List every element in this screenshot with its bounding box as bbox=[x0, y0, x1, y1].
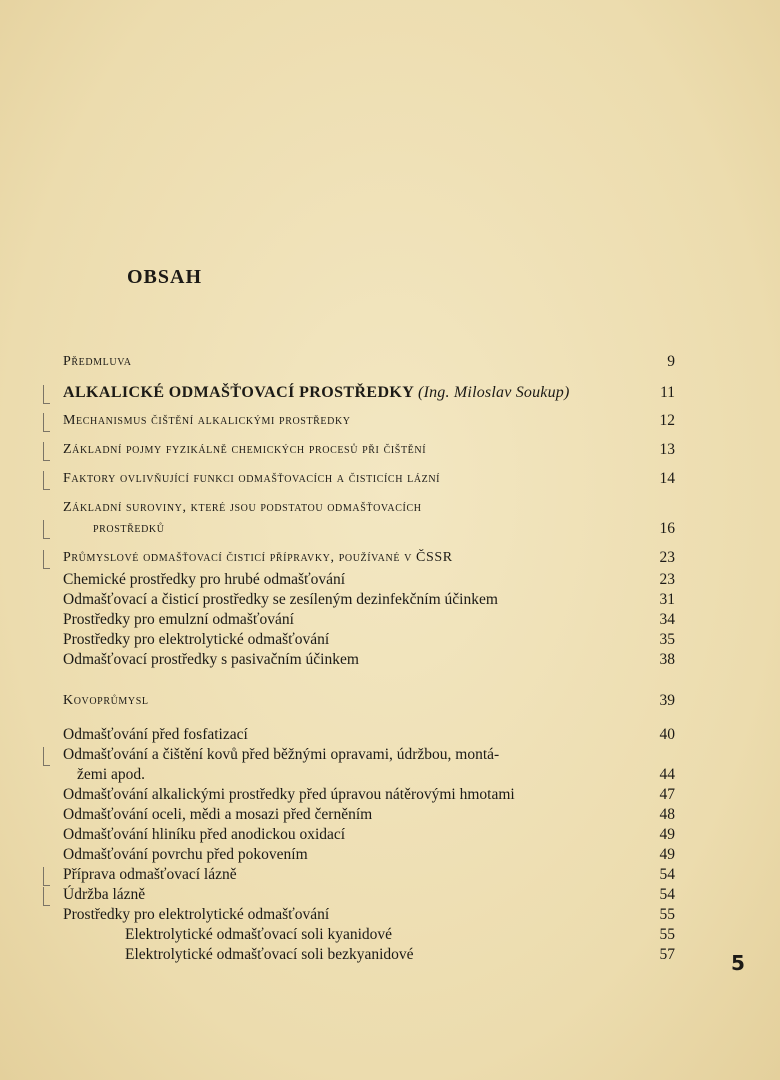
toc-entry-kovoprumysl: Kovoprůmysl 39 bbox=[63, 692, 675, 709]
toc-page-number: 23 bbox=[659, 549, 675, 566]
toc-page-number: 13 bbox=[659, 441, 675, 458]
toc-entry-suroviny: Základní suroviny, které jsou podstatou odmašťovacích prostředků 16 bbox=[63, 498, 675, 539]
toc-entry-predmluva: Předmluva 9 bbox=[63, 353, 675, 370]
pencil-mark bbox=[43, 887, 50, 906]
toc-entry-pokovenim: Odmašťování povrchu před pokovením 49 bbox=[63, 846, 675, 863]
toc-page-number: 14 bbox=[659, 470, 675, 487]
toc-entry-prumyslove: Průmyslové odmašťovací čisticí přípravky, používané v ČSSR 23 bbox=[63, 548, 675, 568]
toc-entry-elektrolyticke-2: Prostředky pro elektrolytické odmašťování 55 bbox=[63, 906, 675, 923]
toc-page-number: 11 bbox=[660, 384, 675, 401]
toc-entry-priprava: Příprava odmašťovací lázně 54 bbox=[63, 865, 675, 885]
toc-page-number: 57 bbox=[659, 946, 675, 963]
toc-entry-hliniku: Odmašťování hliníku před anodickou oxidací 49 bbox=[63, 826, 675, 843]
pencil-mark bbox=[43, 442, 50, 461]
pencil-mark bbox=[43, 520, 50, 539]
toc-page-number: 49 bbox=[659, 846, 675, 863]
toc-page-number: 39 bbox=[659, 692, 675, 709]
toc-page-number: 16 bbox=[659, 520, 675, 537]
toc-entry-oceli: Odmašťování oceli, mědi a mosazi před černěním 48 bbox=[63, 806, 675, 823]
toc-entry-bezkyanidove: Elektrolytické odmašťovací soli bezkyanidové 57 bbox=[125, 946, 675, 963]
toc-entry-chemicke: Chemické prostředky pro hrubé odmašťování 23 bbox=[63, 571, 675, 588]
toc-entry-mechanismus: Mechanismus čištění alkalickými prostředky 12 bbox=[63, 411, 675, 431]
toc-entry-zakladni-pojmy: Základní pojmy fyzikálně chemických procesů při čištění 13 bbox=[63, 440, 675, 460]
toc-page-number: 49 bbox=[659, 826, 675, 843]
toc-page-number: 40 bbox=[659, 726, 675, 743]
toc-entry-udrzba: Údržba lázně 54 bbox=[63, 885, 675, 905]
toc-entry-natery: Odmašťování alkalickými prostředky před úpravou nátěrovými hmotami 47 bbox=[63, 786, 675, 803]
toc-page-number: 54 bbox=[659, 866, 675, 883]
toc-entry-alkalicke: ALKALICKÉ ODMAŠŤOVACÍ PROSTŘEDKY (Ing. Miloslav Soukup) 11 bbox=[63, 383, 675, 403]
toc-page-number: 35 bbox=[659, 631, 675, 648]
toc-page-number: 54 bbox=[659, 886, 675, 903]
toc-page-number: 9 bbox=[667, 353, 675, 370]
toc-entry-faktory: Faktory ovlivňující funkci odmašťovacích a čisticích lázní 14 bbox=[63, 469, 675, 489]
toc-page-number: 48 bbox=[659, 806, 675, 823]
toc-entry-opravami: Odmašťování a čištění kovů před běžnými opravami, údržbou, montá- žemi apod. 44 bbox=[63, 745, 675, 785]
pencil-mark bbox=[43, 413, 50, 432]
page-heading: OBSAH bbox=[127, 266, 203, 288]
toc-page-number: 55 bbox=[659, 906, 675, 923]
toc-page-number: 23 bbox=[659, 571, 675, 588]
toc-page-number: 47 bbox=[659, 786, 675, 803]
toc-page-number: 31 bbox=[659, 591, 675, 608]
pencil-mark bbox=[43, 550, 50, 569]
table-of-contents bbox=[63, 352, 675, 965]
toc-page-number: 12 bbox=[659, 412, 675, 429]
toc-entry-pasivacni: Odmašťovací prostředky s pasivačním účinkem 38 bbox=[63, 651, 675, 668]
pencil-mark bbox=[43, 867, 50, 886]
pencil-mark bbox=[43, 385, 50, 404]
toc-page-number: 34 bbox=[659, 611, 675, 628]
toc-entry-elektrolyticke: Prostředky pro elektrolytické odmašťování 35 bbox=[63, 631, 675, 648]
toc-page-number: 55 bbox=[659, 926, 675, 943]
toc-entry-kyanidove: Elektrolytické odmašťovací soli kyanidové 55 bbox=[125, 926, 675, 943]
pencil-mark bbox=[43, 747, 50, 766]
page-folio-number: 5 bbox=[731, 951, 745, 975]
toc-entry-emulzni: Prostředky pro emulzní odmašťování 34 bbox=[63, 611, 675, 628]
toc-page-number: 44 bbox=[659, 766, 675, 783]
pencil-mark bbox=[43, 471, 50, 490]
toc-entry-fosfatizaci: Odmašťování před fosfatizací 40 bbox=[63, 726, 675, 743]
author-name: (Ing. Miloslav Soukup) bbox=[418, 384, 570, 401]
toc-page-number: 38 bbox=[659, 651, 675, 668]
toc-entry-dezinfekcni: Odmašťovací a čisticí prostředky se zesíleným dezinfekčním účinkem 31 bbox=[63, 591, 675, 608]
